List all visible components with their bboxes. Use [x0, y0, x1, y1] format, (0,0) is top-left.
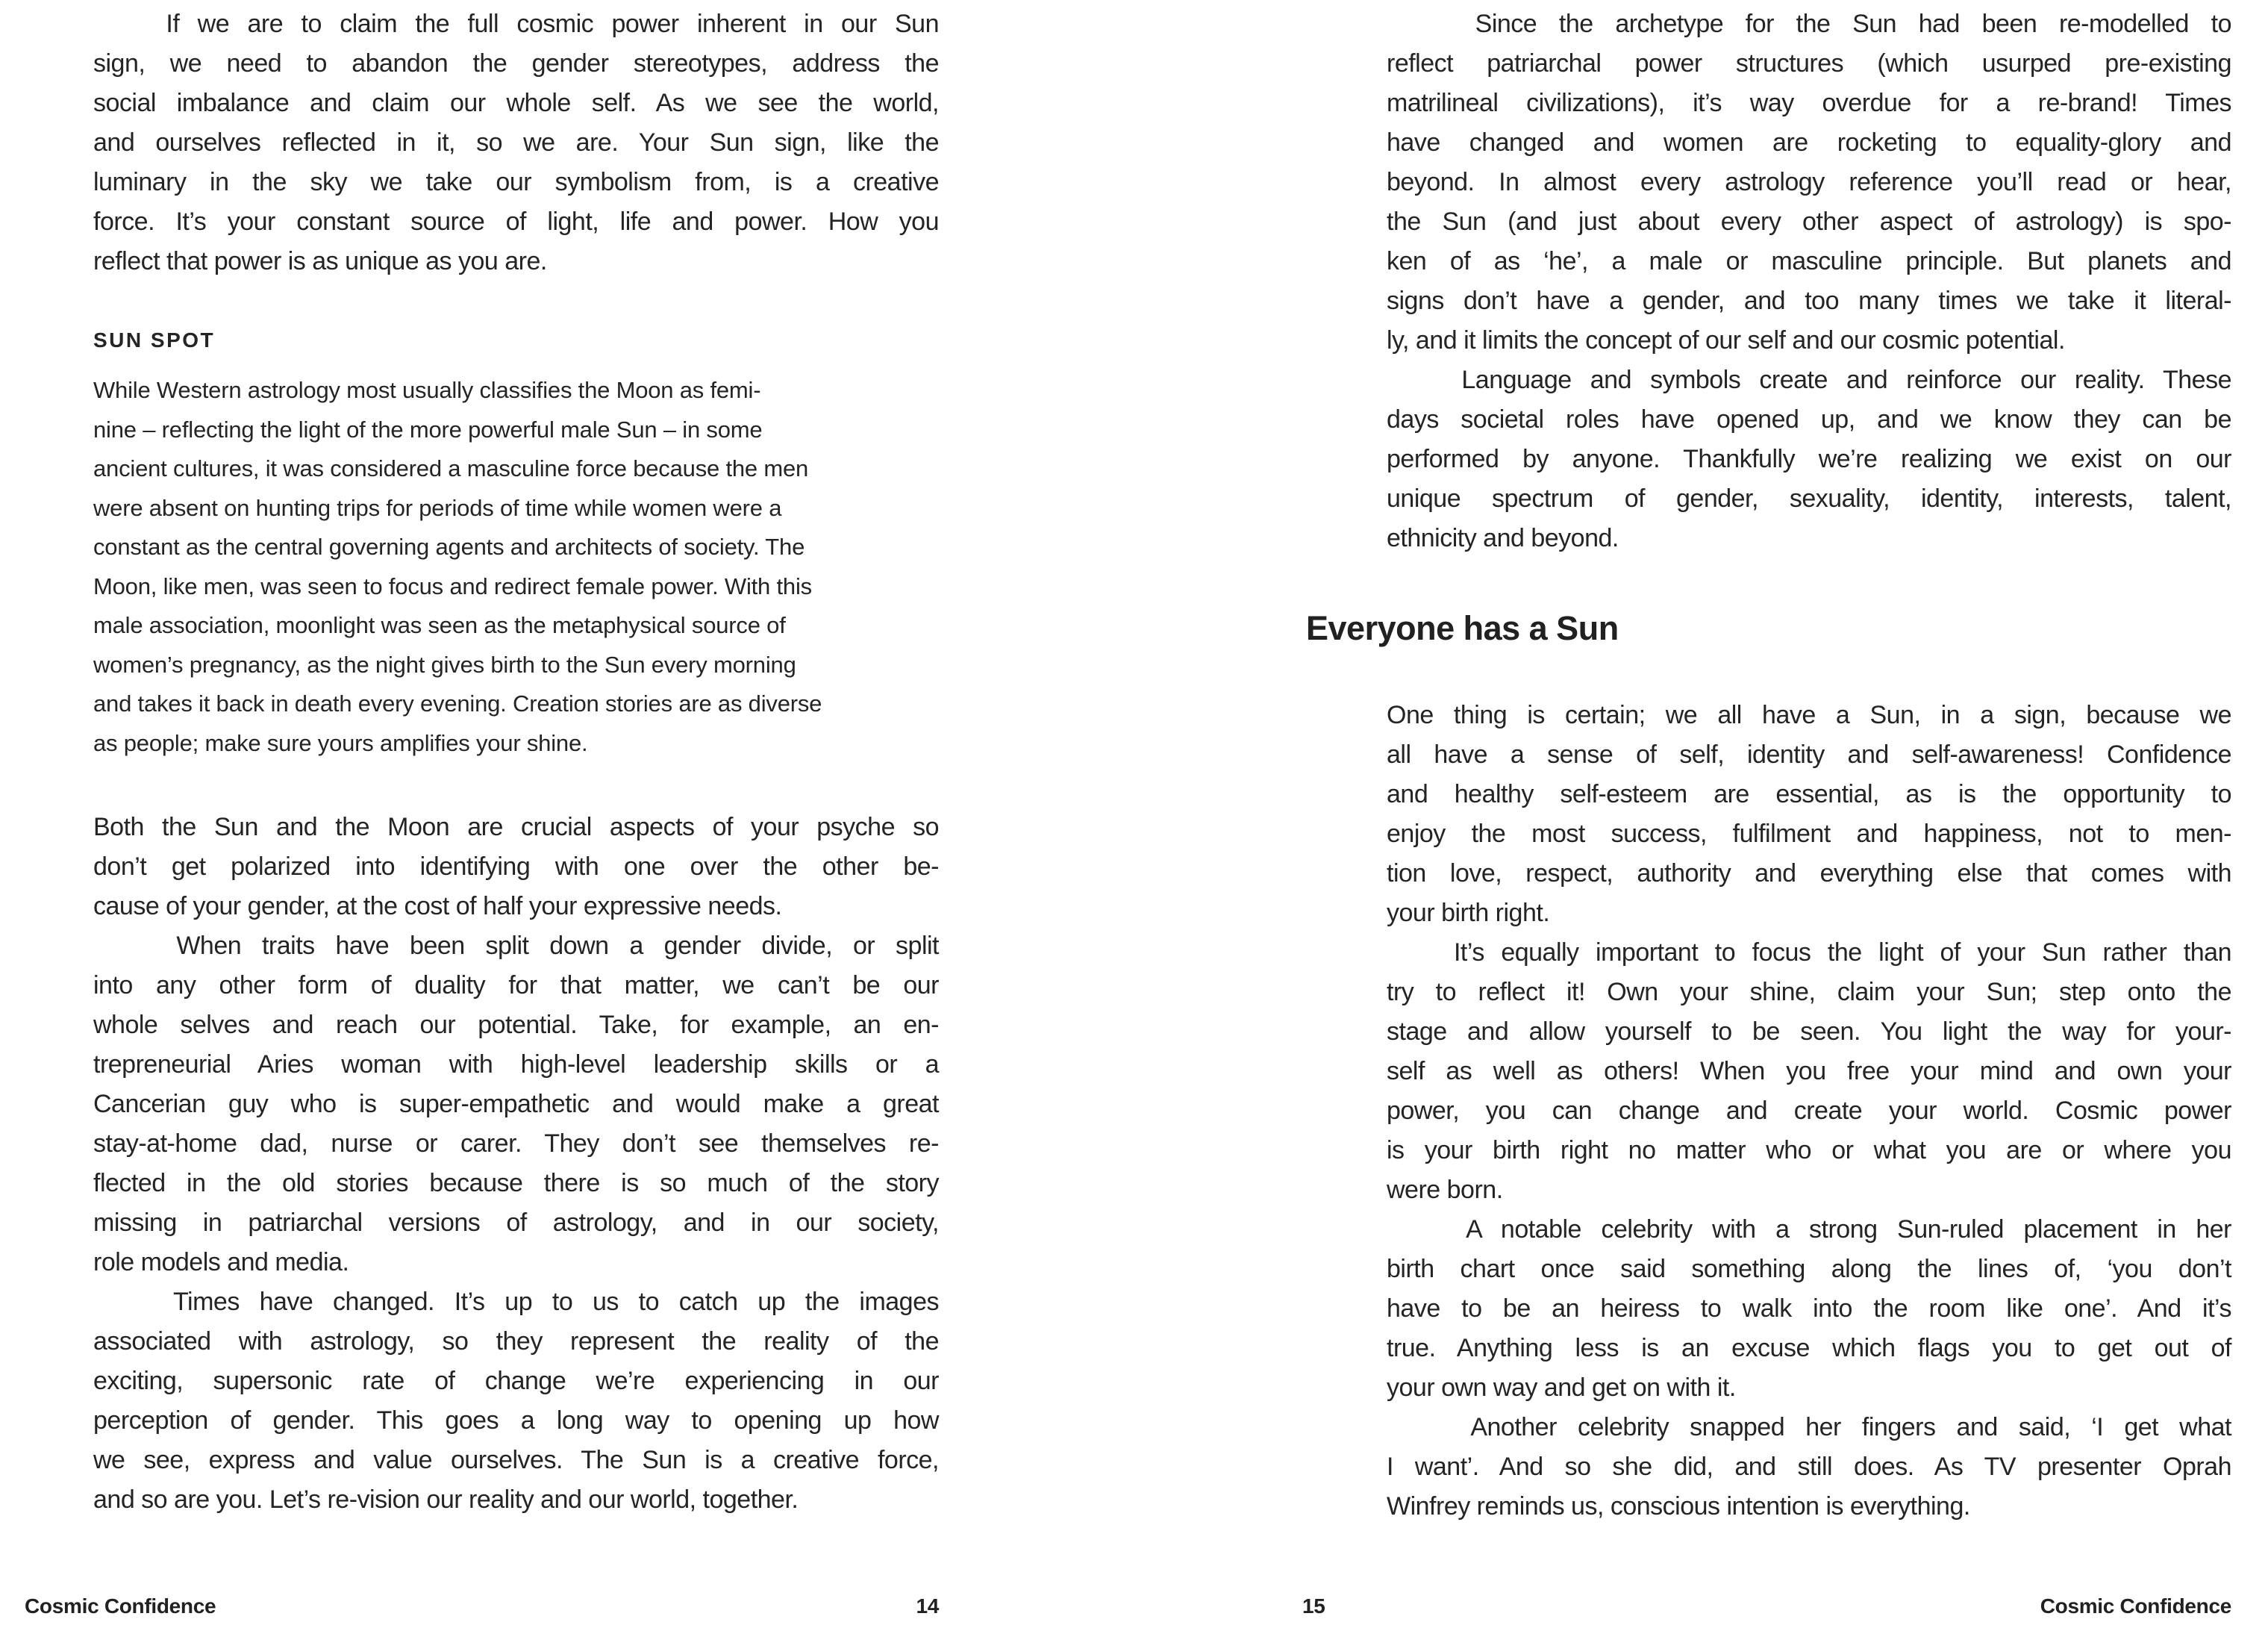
paragraph: [93, 1282, 939, 1520]
text-line: Language and symbols create and reinforce our reality. These: [1387, 366, 2231, 394]
text-line: reflect patriarchal power structures (which usurped pre-existing: [1387, 49, 2231, 78]
text-line: have changed and women are rocketing to equality-glory and: [1387, 128, 2231, 157]
text-line: all have a sense of self, identity and self-awareness! Confidence: [1387, 740, 2231, 769]
right-running-footer: Cosmic Confidence: [2040, 1594, 2231, 1618]
text-line: your birth right.: [1387, 899, 1550, 927]
text-line: enjoy the most success, fulfilment and happiness, not to men-: [1387, 820, 2231, 848]
text-line: unique spectrum of gender, sexuality, identity, interests, talent,: [1387, 484, 2231, 513]
text-line: cause of your gender, at the cost of half your expressive needs.: [93, 892, 782, 920]
text-line: When traits have been split down a gender divide, or split: [93, 932, 939, 960]
text-line: self as well as others! When you free your mind and own your: [1387, 1057, 2231, 1085]
text-line: missing in patriarchal versions of astrology, and in our society,: [93, 1209, 939, 1237]
text-line: male association, moonlight was seen as the metaphysical source of: [93, 612, 786, 638]
text-line: ly, and it limits the concept of our self and our cosmic potential.: [1387, 326, 2065, 355]
text-line: signs don’t have a gender, and too many times we take it literal-: [1387, 287, 2231, 315]
left-running-footer: Cosmic Confidence: [25, 1594, 216, 1618]
left-page-intro-paragraph: [93, 4, 939, 281]
text-line: force. It’s your constant source of light, life and power. How you: [93, 208, 939, 236]
paragraph: [1387, 361, 2231, 558]
right-page-top-text: [1387, 4, 2231, 558]
text-line: as people; make sure yours amplifies your shine.: [93, 729, 588, 756]
text-line: Since the archetype for the Sun had been re-modelled to: [1387, 10, 2231, 38]
paragraph: [1387, 696, 2231, 933]
text-line: try to reflect it! Own your shine, claim your Sun; step onto the: [1387, 978, 2231, 1006]
text-line: Cancerian guy who is super-empathetic and would make a great: [93, 1090, 939, 1118]
text-line: were absent on hunting trips for periods of time while women were a: [93, 494, 782, 521]
text-line: beyond. In almost every astrology reference you’ll read or hear,: [1387, 168, 2231, 196]
text-line: nine – reflecting the light of the more powerful male Sun – in some: [93, 416, 763, 443]
text-line: associated with astrology, so they represent the reality of the: [93, 1327, 939, 1356]
text-line: and takes it back in death every evening. Creation stories are as diverse: [93, 690, 822, 717]
right-page-number: 15: [1302, 1594, 1325, 1618]
text-line: performed by anyone. Thankfully we’re realizing we exist on our: [1387, 445, 2231, 473]
text-line: whole selves and reach our potential. Take, for example, an en-: [93, 1011, 939, 1039]
paragraph: [1387, 933, 2231, 1210]
text-line: flected in the old stories because there is so much of the story: [93, 1169, 939, 1197]
text-line: is your birth right no matter who or what you are or where you: [1387, 1136, 2231, 1164]
text-line: role models and media.: [93, 1248, 349, 1276]
sun-spot-paragraph: [93, 371, 939, 763]
text-line: stage and allow yourself to be seen. You light the way for your-: [1387, 1017, 2231, 1046]
text-line: One thing is certain; we all have a Sun, in a sign, because we: [1387, 701, 2231, 729]
text-line: into any other form of duality for that matter, we can’t be our: [93, 971, 939, 1000]
text-line: Moon, like men, was seen to focus and redirect female power. With this: [93, 573, 812, 599]
text-line: While Western astrology most usually classifies the Moon as femi-: [93, 377, 761, 403]
text-line: and ourselves reflected in it, so we are. Your Sun sign, like the: [93, 128, 939, 157]
text-line: were born.: [1387, 1176, 1503, 1204]
text-line: ethnicity and beyond.: [1387, 524, 1619, 552]
right-page-main-text: [1387, 696, 2231, 1526]
text-line: If we are to claim the full cosmic power inherent in our Sun: [93, 10, 939, 38]
text-line: ken of as ‘he’, a male or masculine principle. But planets and: [1387, 247, 2231, 275]
sun-spot-heading: SUN SPOT: [93, 328, 216, 352]
text-line: matrilineal civilizations), it’s way overdue for a re-brand! Times: [1387, 89, 2231, 117]
text-line: sign, we need to abandon the gender stereotypes, address the: [93, 49, 939, 78]
text-line: tion love, respect, authority and everything else that comes with: [1387, 859, 2231, 888]
text-line: constant as the central governing agents and architects of society. The: [93, 534, 805, 560]
paragraph: [93, 926, 939, 1282]
text-line: and so are you. Let’s re-vision our reality and our world, together.: [93, 1485, 799, 1514]
text-line: I want’. And so she did, and still does. As TV presenter Oprah: [1387, 1453, 2231, 1481]
text-line: and healthy self-esteem are essential, as is the opportunity to: [1387, 780, 2231, 808]
paragraph: [1387, 1210, 2231, 1408]
text-line: luminary in the sky we take our symbolism from, is a creative: [93, 168, 939, 196]
text-line: Winfrey reminds us, conscious intention is everything.: [1387, 1492, 1970, 1521]
text-line: we see, express and value ourselves. The Sun is a creative force,: [93, 1446, 939, 1474]
text-line: your own way and get on with it.: [1387, 1373, 1736, 1402]
text-line: A notable celebrity with a strong Sun-ruled placement in her: [1387, 1215, 2231, 1244]
text-line: exciting, supersonic rate of change we’re experiencing in our: [93, 1367, 939, 1395]
left-page-main-text: [93, 808, 939, 1520]
text-line: Both the Sun and the Moon are crucial aspects of your psyche so: [93, 813, 939, 841]
text-line: perception of gender. This goes a long way to opening up how: [93, 1406, 939, 1435]
paragraph: [1387, 4, 2231, 361]
paragraph: [1387, 1408, 2231, 1526]
text-line: true. Anything less is an excuse which flags you to get out of: [1387, 1334, 2231, 1362]
text-line: It’s equally important to focus the light of your Sun rather than: [1387, 938, 2231, 967]
section-heading-everyone-has-a-sun: Everyone has a Sun: [1306, 609, 1619, 647]
text-line: birth chart once said something along the lines of, ‘you don’t: [1387, 1255, 2231, 1283]
text-line: social imbalance and claim our whole self. As we see the world,: [93, 89, 939, 117]
text-line: women’s pregnancy, as the night gives birth to the Sun every morning: [93, 651, 796, 678]
text-line: reflect that power is as unique as you are.: [93, 247, 547, 275]
left-page-number: 14: [916, 1594, 939, 1618]
paragraph: [93, 808, 939, 926]
text-line: have to be an heiress to walk into the room like one’. And it’s: [1387, 1294, 2231, 1323]
text-line: stay-at-home dad, nurse or carer. They don’t see themselves re-: [93, 1129, 939, 1158]
text-line: days societal roles have opened up, and we know they can be: [1387, 405, 2231, 434]
text-line: don’t get polarized into identifying with one over the other be-: [93, 852, 939, 881]
text-line: trepreneurial Aries woman with high-level leadership skills or a: [93, 1050, 939, 1079]
text-line: the Sun (and just about every other aspect of astrology) is spo-: [1387, 208, 2231, 236]
text-line: power, you can change and create your world. Cosmic power: [1387, 1097, 2231, 1125]
text-line: Times have changed. It’s up to us to catch up the images: [93, 1288, 939, 1316]
text-line: Another celebrity snapped her fingers and said, ‘I get what: [1387, 1413, 2231, 1441]
text-line: ancient cultures, it was considered a masculine force because the men: [93, 455, 809, 481]
